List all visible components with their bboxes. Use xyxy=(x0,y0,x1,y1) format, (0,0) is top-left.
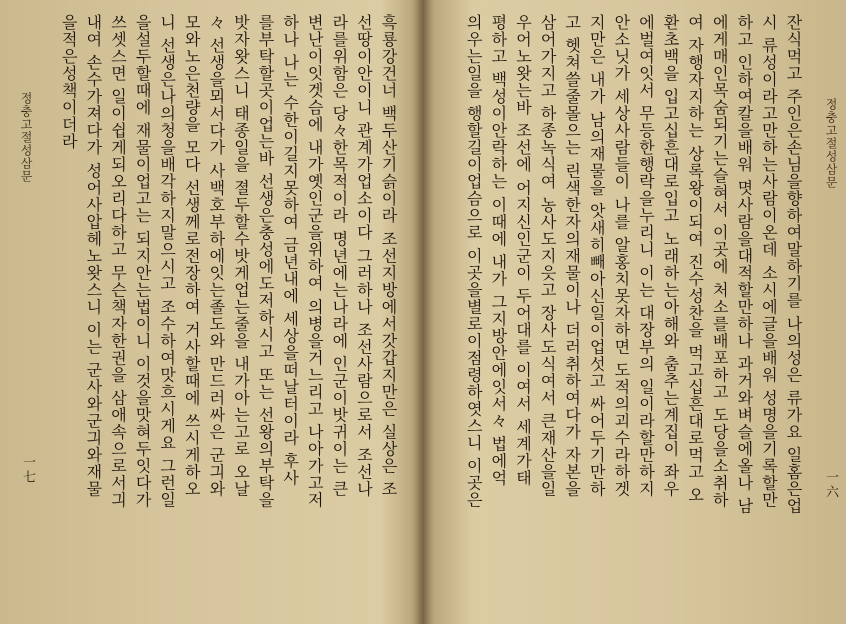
text-line: 내여 손수가져다가 성어사압헤노왓스니 이는 군사와군긔와재물 xyxy=(83,14,103,498)
text-line: 의우는일을 행할길이업슴으로 이곳을별로이점령하엿스니 이곳은 xyxy=(464,14,484,509)
text-line: 안소닛가 세상사람들이 나를 알홍치못자하면 도적의괴수라하겟 xyxy=(611,14,631,498)
text-line: 에게매인목숨되기는슬혀서 이곳에 처소를배포하고 도당을소취하 xyxy=(710,14,730,509)
text-line: 밧자왓스니 태종일을 졀두할수밧게업는줄을 내가아는고로 오날 xyxy=(231,14,251,498)
text-line: 라를위함은 당々한목적이라 명년에는나라에 인군이밧귀이는 큰 xyxy=(329,14,349,498)
text-line: 하고 인하여칼을배워 몃사람을대적할만하나 과거와벼슬에올나 남 xyxy=(734,14,754,515)
text-line: 을설두할때에 재물이업고는 되지안는법이니 이것을맛혀두잇다가 xyxy=(133,14,153,509)
page-number: 一六 xyxy=(823,470,838,500)
text-line: 삼어가지고 하종녹식여 농사도지읏고 장사도식여서 큰재산을일 xyxy=(538,14,558,498)
running-header: 정충고절성삼문 xyxy=(824,98,838,189)
page-number: 一七 xyxy=(20,455,35,485)
page-body-text xyxy=(40,14,400,614)
text-line: 하나 나는 수한이길지못하여 금년내에 세상을떠날터이라 후사 xyxy=(280,14,300,487)
text-line: 잔식먹고 주인은손님을향하여말하기를 나의성은 류가요 일홈은업 xyxy=(784,14,803,515)
text-line: 고 헷쳐쓸줄몰으는 린색한자의재물이나 더러취하여다가 자본을 xyxy=(562,14,582,498)
text-line: 에벌여잇서 무등한행락을누리니 이는 대장부의 일이라할만하지 xyxy=(636,14,656,498)
text-line: 우어노왓는바 조선에 어지신인군이 두어대를 이여서 세계가태 xyxy=(513,14,533,487)
text-line: 를부탁할곳이업는바 선생은충성에도저하시고 또는 선왕의부탁을 xyxy=(256,14,276,509)
running-header: 정충고절성삼문 xyxy=(19,92,33,183)
text-line: 선땅이안이니 관계가업소이다 그러하나 조선사람으로서 조선나 xyxy=(354,14,374,498)
text-line: 을적은성책이더라 xyxy=(59,14,79,150)
text-line: 니 선생은나의청을배각하지말으시고 조수하여맛흐시게요 그런일 xyxy=(157,14,177,509)
right-page xyxy=(423,0,846,624)
text-line: 모와노은천량을 모다 선생께로전장하여 거사할때에 쓰시게하오 xyxy=(182,14,202,498)
text-line: 시 류성이라고만하는사람이온데 소시에글을배워 성명을기록할만 xyxy=(759,14,779,509)
text-line: 환초백을 입고십흔대로입고 노래하는아해와 춤추는계집이 좌우 xyxy=(661,14,681,498)
text-line: 々 선생을뫼서다가 사백호부하에잇는졸도와 만드러싸은 군긔와 xyxy=(206,14,226,498)
text-line: 흑룡강건너 백두산기슭이라 조선지방에서갓갑지만은 실상은 조 xyxy=(379,14,398,498)
text-line: 지만은 내가 남의재물을 앗새히빼아신일이업섯고 싸어두기만하 xyxy=(587,14,607,498)
text-line: 평하고 백성이안락하는 이때에 내가 그지방안에잇서々 법에억 xyxy=(488,14,508,487)
page-body-text xyxy=(445,14,805,614)
text-line: 변난이잇겟슴에 내가옛인군을위하여 의병을거느리고 나아가고저 xyxy=(305,14,325,509)
text-line: 여 자행자지하는 상록왕이되여 진수성찬을 먹고십흔대로먹고 오 xyxy=(685,14,705,504)
text-line: 쓰셋스면 일이쉽게되오리다하고 무슨책자한권을 삼애속으로서긔 xyxy=(108,14,128,509)
